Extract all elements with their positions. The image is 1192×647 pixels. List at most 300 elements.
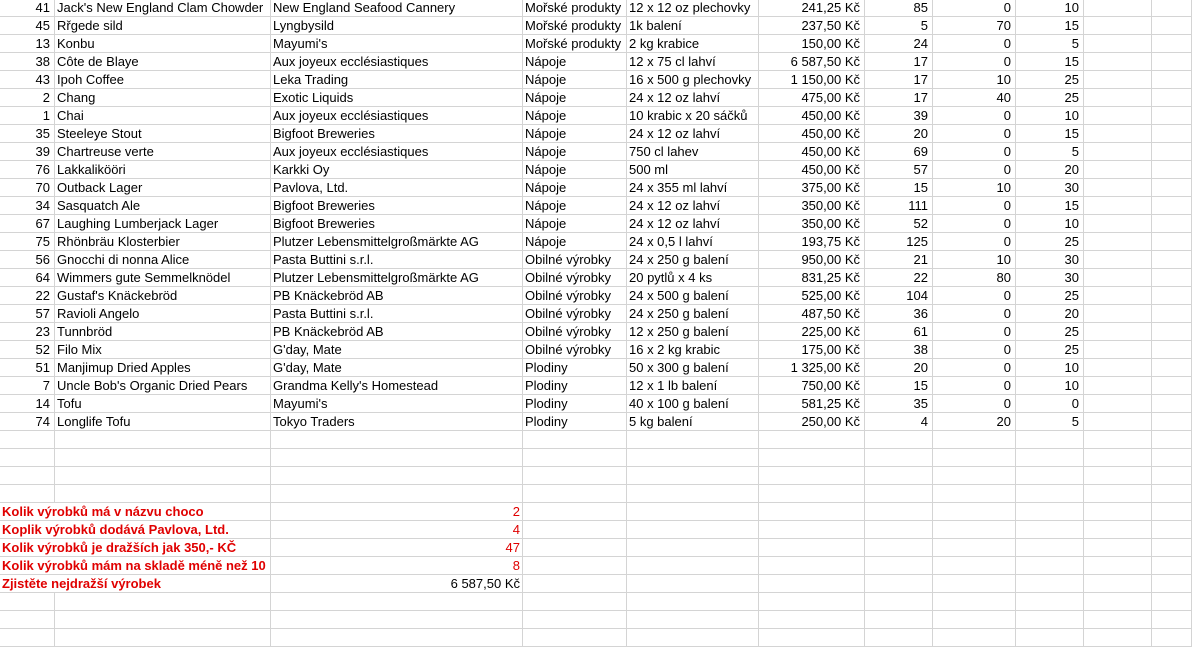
empty-cell[interactable] [0, 629, 55, 647]
empty-cell[interactable] [627, 485, 759, 503]
category-cell[interactable]: Obilné výrobky [523, 287, 627, 305]
empty-cell[interactable] [1084, 161, 1152, 179]
product-id-cell[interactable]: 51 [0, 359, 55, 377]
product-name-cell[interactable]: Chartreuse verte [55, 143, 271, 161]
product-name-cell[interactable]: Jack's New England Clam Chowder [55, 0, 271, 17]
product-name-cell[interactable]: Tunnbröd [55, 323, 271, 341]
empty-cell[interactable] [1084, 431, 1152, 449]
summary-question-cell[interactable]: Zjistěte nejdražší výrobek [0, 575, 271, 593]
unit-price-cell[interactable]: 831,25 Kč [759, 269, 865, 287]
empty-cell[interactable] [1152, 557, 1192, 575]
product-name-cell[interactable]: Lakkalikööri [55, 161, 271, 179]
category-cell[interactable]: Mořské produkty [523, 35, 627, 53]
empty-cell[interactable] [1016, 521, 1084, 539]
empty-cell[interactable] [1152, 539, 1192, 557]
empty-cell[interactable] [1084, 611, 1152, 629]
empty-cell[interactable] [1152, 521, 1192, 539]
units-in-stock-cell[interactable]: 85 [865, 0, 933, 17]
units-in-stock-cell[interactable]: 17 [865, 89, 933, 107]
empty-cell[interactable] [1152, 269, 1192, 287]
supplier-cell[interactable]: Grandma Kelly's Homestead [271, 377, 523, 395]
empty-cell[interactable] [1084, 35, 1152, 53]
reorder-level-cell[interactable]: 30 [1016, 179, 1084, 197]
supplier-cell[interactable]: Pasta Buttini s.r.l. [271, 305, 523, 323]
empty-cell[interactable] [933, 449, 1016, 467]
units-on-order-cell[interactable]: 0 [933, 107, 1016, 125]
empty-cell[interactable] [1084, 143, 1152, 161]
product-id-cell[interactable]: 35 [0, 125, 55, 143]
empty-cell[interactable] [933, 629, 1016, 647]
product-name-cell[interactable]: Côte de Blaye [55, 53, 271, 71]
product-id-cell[interactable]: 41 [0, 0, 55, 17]
empty-cell[interactable] [523, 485, 627, 503]
empty-cell[interactable] [865, 449, 933, 467]
product-id-cell[interactable]: 13 [0, 35, 55, 53]
empty-cell[interactable] [933, 557, 1016, 575]
empty-cell[interactable] [759, 575, 865, 593]
empty-cell[interactable] [933, 539, 1016, 557]
units-in-stock-cell[interactable]: 15 [865, 377, 933, 395]
supplier-cell[interactable]: Plutzer Lebensmittelgroßmärkte AG [271, 233, 523, 251]
empty-cell[interactable] [865, 485, 933, 503]
product-id-cell[interactable]: 70 [0, 179, 55, 197]
reorder-level-cell[interactable]: 30 [1016, 269, 1084, 287]
units-in-stock-cell[interactable]: 17 [865, 53, 933, 71]
summary-value-cell[interactable]: 6 587,50 Kč [271, 575, 523, 593]
product-id-cell[interactable]: 74 [0, 413, 55, 431]
empty-cell[interactable] [1084, 413, 1152, 431]
reorder-level-cell[interactable]: 15 [1016, 125, 1084, 143]
unit-price-cell[interactable]: 450,00 Kč [759, 125, 865, 143]
empty-cell[interactable] [1084, 89, 1152, 107]
empty-cell[interactable] [1084, 53, 1152, 71]
product-name-cell[interactable]: Tofu [55, 395, 271, 413]
empty-cell[interactable] [1084, 197, 1152, 215]
quantity-per-unit-cell[interactable]: 24 x 12 oz lahví [627, 89, 759, 107]
reorder-level-cell[interactable]: 10 [1016, 215, 1084, 233]
units-in-stock-cell[interactable]: 22 [865, 269, 933, 287]
product-name-cell[interactable]: Rřgede sild [55, 17, 271, 35]
unit-price-cell[interactable]: 525,00 Kč [759, 287, 865, 305]
empty-cell[interactable] [1084, 107, 1152, 125]
quantity-per-unit-cell[interactable]: 50 x 300 g balení [627, 359, 759, 377]
product-name-cell[interactable]: Ipoh Coffee [55, 71, 271, 89]
category-cell[interactable]: Nápoje [523, 215, 627, 233]
empty-cell[interactable] [1152, 305, 1192, 323]
empty-cell[interactable] [1084, 269, 1152, 287]
empty-cell[interactable] [759, 485, 865, 503]
empty-cell[interactable] [1084, 0, 1152, 17]
empty-cell[interactable] [0, 593, 55, 611]
empty-cell[interactable] [523, 575, 627, 593]
empty-cell[interactable] [0, 611, 55, 629]
empty-cell[interactable] [933, 593, 1016, 611]
empty-cell[interactable] [523, 539, 627, 557]
quantity-per-unit-cell[interactable]: 24 x 500 g balení [627, 287, 759, 305]
unit-price-cell[interactable]: 175,00 Kč [759, 341, 865, 359]
empty-cell[interactable] [1152, 395, 1192, 413]
quantity-per-unit-cell[interactable]: 12 x 75 cl lahví [627, 53, 759, 71]
empty-cell[interactable] [865, 629, 933, 647]
empty-cell[interactable] [1016, 593, 1084, 611]
empty-cell[interactable] [1152, 503, 1192, 521]
empty-cell[interactable] [1016, 503, 1084, 521]
quantity-per-unit-cell[interactable]: 500 ml [627, 161, 759, 179]
units-in-stock-cell[interactable]: 4 [865, 413, 933, 431]
empty-cell[interactable] [1016, 431, 1084, 449]
empty-cell[interactable] [523, 467, 627, 485]
units-on-order-cell[interactable]: 0 [933, 35, 1016, 53]
empty-cell[interactable] [627, 521, 759, 539]
empty-cell[interactable] [1152, 215, 1192, 233]
empty-cell[interactable] [1084, 503, 1152, 521]
supplier-cell[interactable]: Leka Trading [271, 71, 523, 89]
units-in-stock-cell[interactable]: 15 [865, 179, 933, 197]
reorder-level-cell[interactable]: 5 [1016, 413, 1084, 431]
empty-cell[interactable] [1084, 287, 1152, 305]
reorder-level-cell[interactable]: 20 [1016, 161, 1084, 179]
units-on-order-cell[interactable]: 0 [933, 341, 1016, 359]
empty-cell[interactable] [1084, 521, 1152, 539]
product-name-cell[interactable]: Steeleye Stout [55, 125, 271, 143]
empty-cell[interactable] [523, 503, 627, 521]
unit-price-cell[interactable]: 1 150,00 Kč [759, 71, 865, 89]
product-id-cell[interactable]: 2 [0, 89, 55, 107]
empty-cell[interactable] [523, 431, 627, 449]
supplier-cell[interactable]: Lyngbysild [271, 17, 523, 35]
supplier-cell[interactable]: Bigfoot Breweries [271, 197, 523, 215]
product-name-cell[interactable]: Outback Lager [55, 179, 271, 197]
empty-cell[interactable] [1152, 233, 1192, 251]
unit-price-cell[interactable]: 450,00 Kč [759, 161, 865, 179]
product-name-cell[interactable]: Gustaf's Knäckebröd [55, 287, 271, 305]
unit-price-cell[interactable]: 375,00 Kč [759, 179, 865, 197]
empty-cell[interactable] [0, 449, 55, 467]
units-on-order-cell[interactable]: 0 [933, 377, 1016, 395]
empty-cell[interactable] [1152, 575, 1192, 593]
product-name-cell[interactable]: Filo Mix [55, 341, 271, 359]
empty-cell[interactable] [1084, 305, 1152, 323]
quantity-per-unit-cell[interactable]: 24 x 12 oz lahví [627, 125, 759, 143]
unit-price-cell[interactable]: 250,00 Kč [759, 413, 865, 431]
supplier-cell[interactable]: Aux joyeux ecclésiastiques [271, 107, 523, 125]
empty-cell[interactable] [0, 485, 55, 503]
empty-cell[interactable] [627, 539, 759, 557]
empty-cell[interactable] [523, 611, 627, 629]
quantity-per-unit-cell[interactable]: 2 kg krabice [627, 35, 759, 53]
empty-cell[interactable] [865, 575, 933, 593]
empty-cell[interactable] [627, 431, 759, 449]
empty-cell[interactable] [1084, 71, 1152, 89]
empty-cell[interactable] [1084, 449, 1152, 467]
summary-value-cell[interactable]: 47 [271, 539, 523, 557]
quantity-per-unit-cell[interactable]: 16 x 500 g plechovky [627, 71, 759, 89]
empty-cell[interactable] [55, 467, 271, 485]
units-in-stock-cell[interactable]: 38 [865, 341, 933, 359]
supplier-cell[interactable]: G'day, Mate [271, 341, 523, 359]
category-cell[interactable]: Plodiny [523, 359, 627, 377]
empty-cell[interactable] [759, 521, 865, 539]
units-in-stock-cell[interactable]: 21 [865, 251, 933, 269]
units-in-stock-cell[interactable]: 35 [865, 395, 933, 413]
empty-cell[interactable] [523, 593, 627, 611]
empty-cell[interactable] [1016, 467, 1084, 485]
category-cell[interactable]: Nápoje [523, 233, 627, 251]
unit-price-cell[interactable]: 450,00 Kč [759, 107, 865, 125]
empty-cell[interactable] [1152, 17, 1192, 35]
empty-cell[interactable] [1152, 71, 1192, 89]
empty-cell[interactable] [55, 449, 271, 467]
quantity-per-unit-cell[interactable]: 24 x 0,5 l lahví [627, 233, 759, 251]
supplier-cell[interactable]: Mayumi's [271, 35, 523, 53]
empty-cell[interactable] [933, 611, 1016, 629]
units-on-order-cell[interactable]: 0 [933, 161, 1016, 179]
quantity-per-unit-cell[interactable]: 24 x 12 oz lahví [627, 197, 759, 215]
empty-cell[interactable] [865, 557, 933, 575]
units-on-order-cell[interactable]: 0 [933, 125, 1016, 143]
empty-cell[interactable] [1084, 395, 1152, 413]
empty-cell[interactable] [759, 539, 865, 557]
empty-cell[interactable] [933, 467, 1016, 485]
summary-value-cell[interactable]: 4 [271, 521, 523, 539]
reorder-level-cell[interactable]: 15 [1016, 17, 1084, 35]
category-cell[interactable]: Plodiny [523, 413, 627, 431]
quantity-per-unit-cell[interactable]: 12 x 12 oz plechovky [627, 0, 759, 17]
empty-cell[interactable] [627, 449, 759, 467]
empty-cell[interactable] [627, 575, 759, 593]
empty-cell[interactable] [865, 521, 933, 539]
unit-price-cell[interactable]: 750,00 Kč [759, 377, 865, 395]
units-on-order-cell[interactable]: 0 [933, 197, 1016, 215]
reorder-level-cell[interactable]: 25 [1016, 233, 1084, 251]
quantity-per-unit-cell[interactable]: 20 pytlů x 4 ks [627, 269, 759, 287]
empty-cell[interactable] [1152, 467, 1192, 485]
reorder-level-cell[interactable]: 10 [1016, 0, 1084, 17]
empty-cell[interactable] [55, 431, 271, 449]
product-id-cell[interactable]: 38 [0, 53, 55, 71]
empty-cell[interactable] [1084, 17, 1152, 35]
empty-cell[interactable] [627, 557, 759, 575]
empty-cell[interactable] [1152, 593, 1192, 611]
unit-price-cell[interactable]: 241,25 Kč [759, 0, 865, 17]
unit-price-cell[interactable]: 350,00 Kč [759, 215, 865, 233]
reorder-level-cell[interactable]: 10 [1016, 377, 1084, 395]
summary-value-cell[interactable]: 2 [271, 503, 523, 521]
empty-cell[interactable] [271, 593, 523, 611]
empty-cell[interactable] [1084, 125, 1152, 143]
quantity-per-unit-cell[interactable]: 1k balení [627, 17, 759, 35]
summary-question-cell[interactable]: Koplik výrobků dodává Pavlova, Ltd. [0, 521, 271, 539]
product-id-cell[interactable]: 39 [0, 143, 55, 161]
empty-cell[interactable] [1084, 629, 1152, 647]
empty-cell[interactable] [271, 449, 523, 467]
units-on-order-cell[interactable]: 10 [933, 251, 1016, 269]
empty-cell[interactable] [865, 539, 933, 557]
summary-question-cell[interactable]: Kolik výrobků je dražších jak 350,- KČ [0, 539, 271, 557]
units-in-stock-cell[interactable]: 5 [865, 17, 933, 35]
empty-cell[interactable] [1016, 557, 1084, 575]
units-in-stock-cell[interactable]: 20 [865, 125, 933, 143]
quantity-per-unit-cell[interactable]: 5 kg balení [627, 413, 759, 431]
empty-cell[interactable] [1152, 89, 1192, 107]
empty-cell[interactable] [271, 431, 523, 449]
units-in-stock-cell[interactable]: 39 [865, 107, 933, 125]
units-in-stock-cell[interactable]: 52 [865, 215, 933, 233]
units-on-order-cell[interactable]: 40 [933, 89, 1016, 107]
supplier-cell[interactable]: Aux joyeux ecclésiastiques [271, 143, 523, 161]
category-cell[interactable]: Nápoje [523, 89, 627, 107]
product-id-cell[interactable]: 67 [0, 215, 55, 233]
units-in-stock-cell[interactable]: 61 [865, 323, 933, 341]
empty-cell[interactable] [1152, 143, 1192, 161]
units-on-order-cell[interactable]: 70 [933, 17, 1016, 35]
unit-price-cell[interactable]: 6 587,50 Kč [759, 53, 865, 71]
empty-cell[interactable] [1084, 341, 1152, 359]
product-name-cell[interactable]: Sasquatch Ale [55, 197, 271, 215]
empty-cell[interactable] [523, 629, 627, 647]
quantity-per-unit-cell[interactable]: 24 x 355 ml lahví [627, 179, 759, 197]
units-in-stock-cell[interactable]: 36 [865, 305, 933, 323]
empty-cell[interactable] [0, 467, 55, 485]
product-id-cell[interactable]: 57 [0, 305, 55, 323]
empty-cell[interactable] [1016, 449, 1084, 467]
product-name-cell[interactable]: Longlife Tofu [55, 413, 271, 431]
product-id-cell[interactable]: 22 [0, 287, 55, 305]
category-cell[interactable]: Nápoje [523, 53, 627, 71]
reorder-level-cell[interactable]: 25 [1016, 323, 1084, 341]
units-in-stock-cell[interactable]: 125 [865, 233, 933, 251]
units-on-order-cell[interactable]: 0 [933, 305, 1016, 323]
empty-cell[interactable] [1084, 575, 1152, 593]
empty-cell[interactable] [1152, 179, 1192, 197]
empty-cell[interactable] [55, 611, 271, 629]
empty-cell[interactable] [1016, 629, 1084, 647]
empty-cell[interactable] [1084, 251, 1152, 269]
units-in-stock-cell[interactable]: 104 [865, 287, 933, 305]
units-in-stock-cell[interactable]: 17 [865, 71, 933, 89]
empty-cell[interactable] [1152, 161, 1192, 179]
quantity-per-unit-cell[interactable]: 750 cl lahev [627, 143, 759, 161]
empty-cell[interactable] [1084, 233, 1152, 251]
units-on-order-cell[interactable]: 0 [933, 0, 1016, 17]
reorder-level-cell[interactable]: 0 [1016, 395, 1084, 413]
empty-cell[interactable] [865, 431, 933, 449]
empty-cell[interactable] [759, 629, 865, 647]
summary-question-cell[interactable]: Kolik výrobků má v názvu choco [0, 503, 271, 521]
units-on-order-cell[interactable]: 0 [933, 233, 1016, 251]
empty-cell[interactable] [1152, 125, 1192, 143]
units-on-order-cell[interactable]: 10 [933, 71, 1016, 89]
product-name-cell[interactable]: Uncle Bob's Organic Dried Pears [55, 377, 271, 395]
product-name-cell[interactable]: Laughing Lumberjack Lager [55, 215, 271, 233]
empty-cell[interactable] [1152, 629, 1192, 647]
supplier-cell[interactable]: Plutzer Lebensmittelgroßmärkte AG [271, 269, 523, 287]
empty-cell[interactable] [759, 503, 865, 521]
product-name-cell[interactable]: Chai [55, 107, 271, 125]
empty-cell[interactable] [523, 449, 627, 467]
supplier-cell[interactable]: G'day, Mate [271, 359, 523, 377]
units-on-order-cell[interactable]: 0 [933, 395, 1016, 413]
unit-price-cell[interactable]: 475,00 Kč [759, 89, 865, 107]
empty-cell[interactable] [933, 485, 1016, 503]
units-on-order-cell[interactable]: 20 [933, 413, 1016, 431]
unit-price-cell[interactable]: 581,25 Kč [759, 395, 865, 413]
quantity-per-unit-cell[interactable]: 24 x 250 g balení [627, 251, 759, 269]
empty-cell[interactable] [627, 593, 759, 611]
units-in-stock-cell[interactable]: 20 [865, 359, 933, 377]
product-name-cell[interactable]: Ravioli Angelo [55, 305, 271, 323]
category-cell[interactable]: Nápoje [523, 143, 627, 161]
empty-cell[interactable] [1152, 485, 1192, 503]
product-id-cell[interactable]: 52 [0, 341, 55, 359]
category-cell[interactable]: Obilné výrobky [523, 323, 627, 341]
reorder-level-cell[interactable]: 10 [1016, 107, 1084, 125]
quantity-per-unit-cell[interactable]: 12 x 250 g balení [627, 323, 759, 341]
product-id-cell[interactable]: 75 [0, 233, 55, 251]
category-cell[interactable]: Mořské produkty [523, 17, 627, 35]
quantity-per-unit-cell[interactable]: 10 krabic x 20 sáčků [627, 107, 759, 125]
product-id-cell[interactable]: 56 [0, 251, 55, 269]
empty-cell[interactable] [1152, 377, 1192, 395]
unit-price-cell[interactable]: 350,00 Kč [759, 197, 865, 215]
reorder-level-cell[interactable]: 15 [1016, 53, 1084, 71]
category-cell[interactable]: Obilné výrobky [523, 251, 627, 269]
empty-cell[interactable] [55, 485, 271, 503]
unit-price-cell[interactable]: 193,75 Kč [759, 233, 865, 251]
unit-price-cell[interactable]: 150,00 Kč [759, 35, 865, 53]
category-cell[interactable]: Obilné výrobky [523, 305, 627, 323]
empty-cell[interactable] [1084, 539, 1152, 557]
reorder-level-cell[interactable]: 25 [1016, 287, 1084, 305]
empty-cell[interactable] [1084, 485, 1152, 503]
empty-cell[interactable] [271, 485, 523, 503]
product-name-cell[interactable]: Rhönbräu Klosterbier [55, 233, 271, 251]
empty-cell[interactable] [627, 611, 759, 629]
empty-cell[interactable] [627, 629, 759, 647]
product-name-cell[interactable]: Konbu [55, 35, 271, 53]
reorder-level-cell[interactable]: 25 [1016, 71, 1084, 89]
supplier-cell[interactable]: Exotic Liquids [271, 89, 523, 107]
unit-price-cell[interactable]: 950,00 Kč [759, 251, 865, 269]
reorder-level-cell[interactable]: 10 [1016, 359, 1084, 377]
empty-cell[interactable] [1016, 485, 1084, 503]
category-cell[interactable]: Plodiny [523, 395, 627, 413]
empty-cell[interactable] [933, 431, 1016, 449]
product-id-cell[interactable]: 23 [0, 323, 55, 341]
empty-cell[interactable] [1016, 575, 1084, 593]
quantity-per-unit-cell[interactable]: 40 x 100 g balení [627, 395, 759, 413]
units-on-order-cell[interactable]: 0 [933, 323, 1016, 341]
supplier-cell[interactable]: Bigfoot Breweries [271, 125, 523, 143]
product-id-cell[interactable]: 64 [0, 269, 55, 287]
units-on-order-cell[interactable]: 10 [933, 179, 1016, 197]
quantity-per-unit-cell[interactable]: 24 x 12 oz lahví [627, 215, 759, 233]
category-cell[interactable]: Mořské produkty [523, 0, 627, 17]
supplier-cell[interactable]: Pasta Buttini s.r.l. [271, 251, 523, 269]
empty-cell[interactable] [759, 431, 865, 449]
quantity-per-unit-cell[interactable]: 24 x 250 g balení [627, 305, 759, 323]
category-cell[interactable]: Plodiny [523, 377, 627, 395]
units-on-order-cell[interactable]: 80 [933, 269, 1016, 287]
quantity-per-unit-cell[interactable]: 12 x 1 lb balení [627, 377, 759, 395]
supplier-cell[interactable]: Aux joyeux ecclésiastiques [271, 53, 523, 71]
empty-cell[interactable] [627, 467, 759, 485]
empty-cell[interactable] [1152, 0, 1192, 17]
units-in-stock-cell[interactable]: 111 [865, 197, 933, 215]
empty-cell[interactable] [865, 467, 933, 485]
empty-cell[interactable] [55, 593, 271, 611]
reorder-level-cell[interactable]: 30 [1016, 251, 1084, 269]
